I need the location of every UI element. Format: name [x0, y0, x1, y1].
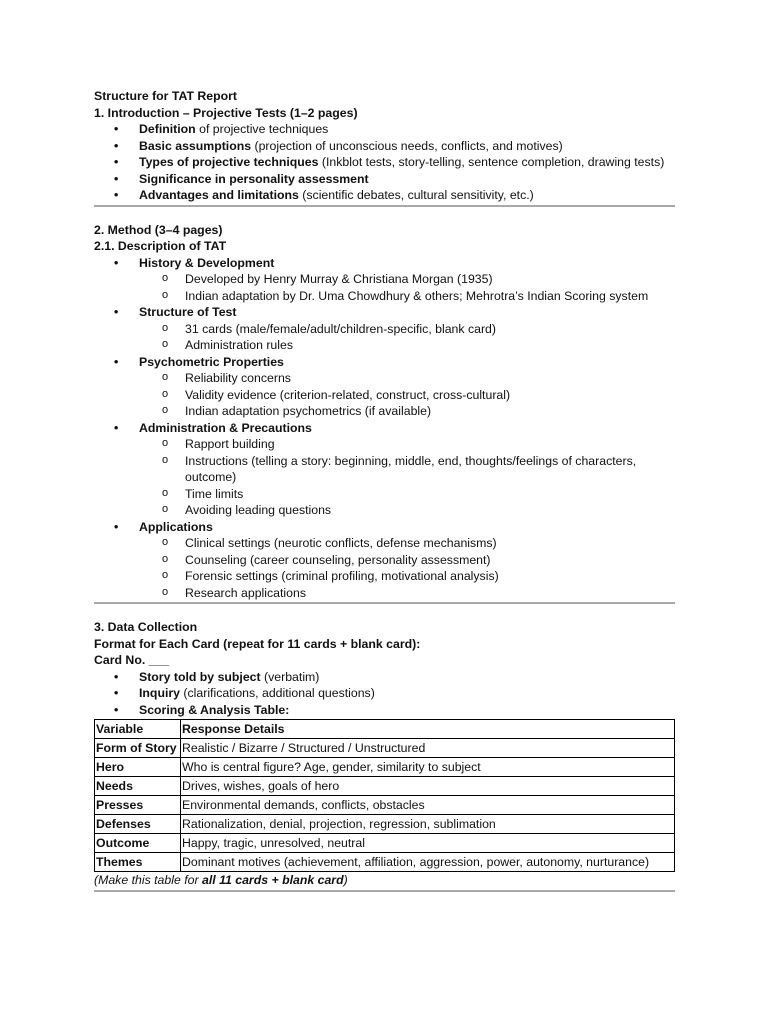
- table-row: [95, 853, 675, 872]
- item-text: (clarifications, additional questions): [180, 686, 375, 700]
- sub-item: o Reliability concerns: [94, 370, 675, 387]
- item-bold: Advantages and limitations: [139, 188, 299, 202]
- item-bold: Definition: [139, 122, 196, 136]
- sub-item: o Developed by Henry Murray & Christiana Morgan (1935): [94, 271, 675, 288]
- item-bold: Scoring & Analysis Table:: [139, 702, 290, 717]
- list-item: [94, 121, 675, 138]
- table-row: [95, 834, 675, 853]
- table-cell-variable: Form of Story: [95, 739, 181, 758]
- table-note: [94, 872, 675, 889]
- table-cell-detail: Environmental demands, conflicts, obstacles: [181, 796, 675, 815]
- list-item: [94, 304, 675, 354]
- section2-subheading: 2.1. Description of TAT: [94, 239, 227, 253]
- list-item: [94, 354, 675, 420]
- sub-item: o Forensic settings (criminal profiling, motivational analysis): [94, 568, 675, 585]
- table-cell-detail: Dominant motives (achievement, affiliation, aggression, power, autonomy, nurturance): [181, 853, 675, 872]
- table-cell-variable: Presses: [95, 796, 181, 815]
- note-suffix: ): [343, 873, 348, 887]
- sub-item: o 31 cards (male/female/adult/children-specific, blank card): [94, 321, 675, 338]
- document-title: Structure for TAT Report: [94, 89, 238, 103]
- sub-item: o Research applications: [94, 585, 675, 602]
- table-cell-detail: Realistic / Bizarre / Structured / Unstructured: [181, 739, 675, 758]
- sub-item: o Validity evidence (criterion-related, construct, cross-cultural): [94, 387, 675, 404]
- horizontal-rule: [94, 890, 675, 892]
- scoring-table: [94, 719, 675, 872]
- list-item: [94, 669, 675, 686]
- item-bold: Story told by subject: [139, 669, 261, 684]
- list-item: [94, 138, 675, 155]
- list-item: [94, 420, 675, 519]
- list-item: [94, 154, 675, 171]
- item-text: (scientific debates, cultural sensitivity, etc.): [298, 188, 534, 202]
- list-item: [94, 685, 675, 702]
- item-bold: Inquiry: [139, 686, 180, 700]
- table-cell-detail: Who is central figure? Age, gender, similarity to subject: [181, 758, 675, 777]
- sub-item: o Rapport building: [94, 436, 675, 453]
- item-bold: Significance in personality assessment: [139, 171, 369, 186]
- list-item: [94, 187, 675, 204]
- table-row: [95, 739, 675, 758]
- format-line: Format for Each Card (repeat for 11 cards + blank card):: [94, 636, 421, 651]
- section1-heading: 1. Introduction – Projective Tests (1–2 pages): [94, 105, 358, 120]
- table-cell-variable: Needs: [95, 777, 181, 796]
- item-text: (verbatim): [260, 669, 320, 684]
- group-title: Administration & Precautions: [139, 420, 312, 435]
- section2-list: [94, 255, 675, 602]
- group-title: Psychometric Properties: [139, 354, 284, 369]
- sub-item: o Administration rules: [94, 337, 675, 354]
- note-prefix: (Make this table for: [94, 873, 202, 887]
- item-text: (projection of unconscious needs, conflicts, and motives): [251, 138, 563, 153]
- note-bold: all 11 cards + blank card: [201, 873, 344, 887]
- table-header: Response Details: [181, 720, 675, 739]
- list-item: [94, 255, 675, 305]
- table-header-row: [95, 720, 675, 739]
- section1-list: [94, 121, 675, 204]
- table-row: [95, 815, 675, 834]
- card-number-line: Card No. ___: [94, 653, 170, 667]
- table-row: [95, 758, 675, 777]
- group-title: Applications: [139, 519, 213, 534]
- section3-list: [94, 669, 675, 719]
- table-row: [95, 796, 675, 815]
- list-item: [94, 702, 675, 719]
- item-bold: Basic assumptions: [139, 138, 252, 153]
- list-item: [94, 519, 675, 602]
- table-cell-detail: Rationalization, denial, projection, regression, sublimation: [181, 815, 675, 834]
- table-row: [95, 777, 675, 796]
- item-text: of projective techniques: [195, 122, 329, 136]
- table-cell-detail: Drives, wishes, goals of hero: [181, 777, 675, 796]
- section3-heading: 3. Data Collection: [94, 620, 198, 634]
- list-item: [94, 171, 675, 188]
- document-page: [94, 88, 675, 892]
- table-cell-variable: Themes: [95, 853, 181, 872]
- item-text: (Inkblot tests, story-telling, sentence completion, drawing tests): [318, 155, 665, 169]
- sub-item: o Time limits: [94, 486, 675, 503]
- table-cell-variable: Outcome: [95, 834, 181, 853]
- group-title: History & Development: [139, 255, 275, 270]
- sub-item: o Indian adaptation psychometrics (if available): [94, 403, 675, 420]
- sub-item: o Indian adaptation by Dr. Uma Chowdhury & others; Mehrotra’s Indian Scoring system: [94, 288, 675, 305]
- table-cell-variable: Defenses: [95, 815, 181, 834]
- sub-item: o Clinical settings (neurotic conflicts, defense mechanisms): [94, 535, 675, 552]
- sub-item: o Instructions (telling a story: beginning, middle, end, thoughts/feelings of characters, outcome): [94, 453, 675, 486]
- group-title: Structure of Test: [139, 305, 237, 319]
- table-cell-variable: Hero: [95, 758, 181, 777]
- table-cell-detail: Happy, tragic, unresolved, neutral: [181, 834, 675, 853]
- sub-item: o Avoiding leading questions: [94, 502, 675, 519]
- section2-heading: 2. Method (3–4 pages): [94, 222, 223, 237]
- sub-item: o Counseling (career counseling, personality assessment): [94, 552, 675, 569]
- item-bold: Types of projective techniques: [139, 155, 319, 169]
- table-header: Variable: [95, 720, 181, 739]
